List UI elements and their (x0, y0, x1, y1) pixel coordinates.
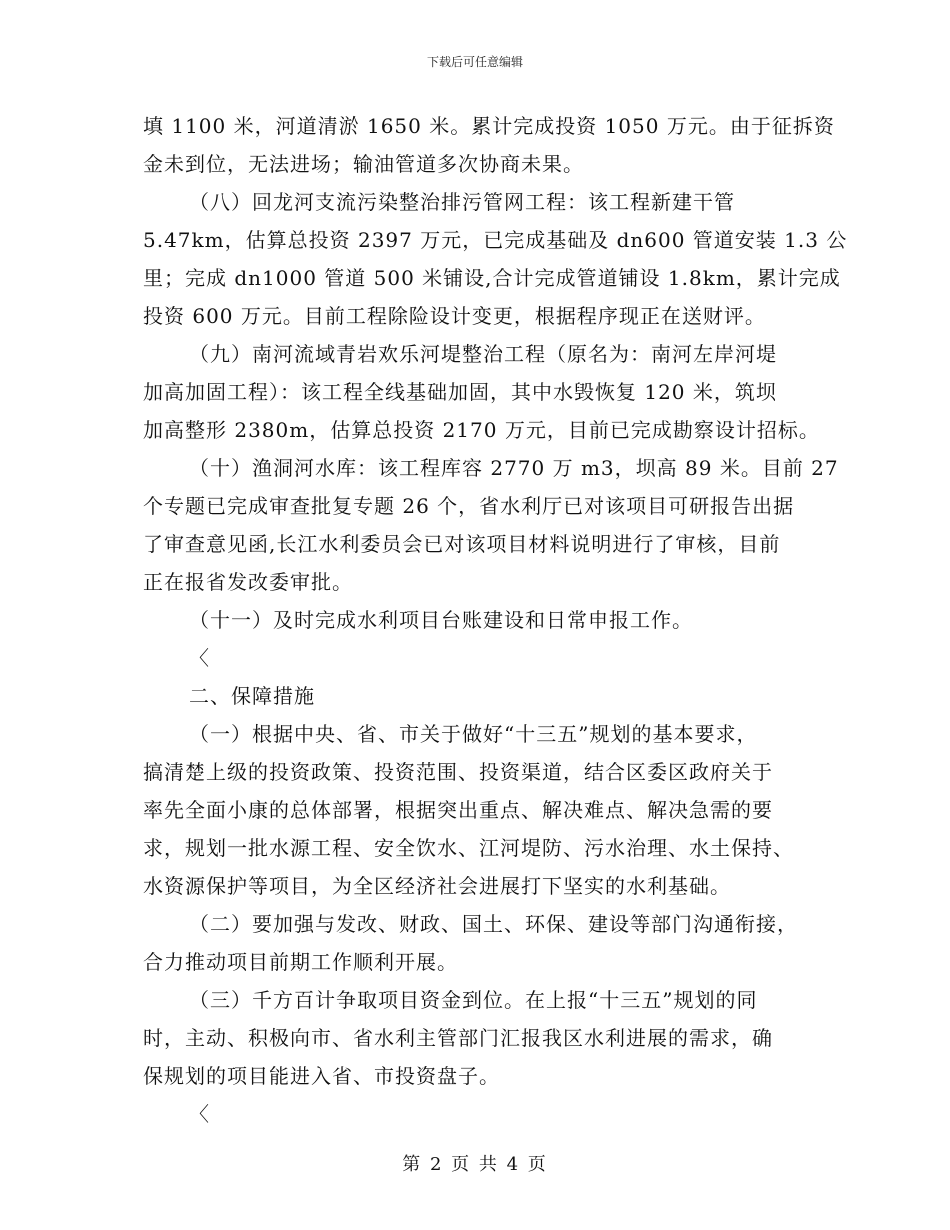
paragraph-9-start: （九）南河流域青岩欢乐河堤整治工程（原名为：南河左岸河堤 (189, 342, 777, 366)
text-line: 投资 600 万元。目前工程除险设计变更，根据程序现正在送财评。 (143, 304, 766, 328)
text-line: 个专题已完成审查批复专题 26 个，省水利厅已对该项目可研报告出据 (143, 494, 795, 518)
paragraph-8-start: （八）回龙河支流污染整治排污管网工程：该工程新建干管 (189, 190, 735, 214)
page-footer: 第 2 页 共 4 页 (402, 1154, 548, 1175)
text-line: 加高加固工程）：该工程全线基础加固，其中水毁恢复 120 米，筑坝 (143, 380, 777, 404)
text-line: 保规划的项目能进入省、市投资盘子。 (143, 1064, 500, 1088)
section-heading: 二、保障措施 (189, 684, 315, 708)
paragraph-11: （十一）及时完成水利项目台账建设和日常申报工作。 (189, 608, 693, 632)
measure-3-start: （三）千方百计争取项目资金到位。在上报“十三五”规划的同 (189, 988, 758, 1012)
text-line: 求，规划一批水源工程、安全饮水、江河堤防、污水治理、水土保持、 (143, 836, 794, 860)
measure-1-start: （一）根据中央、省、市关于做好“十三五”规划的基本要求， (189, 722, 758, 746)
page-header: 下载后可任意编辑 (426, 55, 523, 69)
text-line: 时，主动、积极向市、省水利主管部门汇报我区水利进展的需求，确 (143, 1026, 773, 1050)
text-line: 了审查意见函,长江水利委员会已对该项目材料说明进行了审核，目前 (143, 532, 781, 556)
angle-bracket-mark: 〈 (189, 646, 210, 670)
measure-2-start: （二）要加强与发改、财政、国土、环保、建设等部门沟通衔接， (189, 912, 798, 936)
text-line: 水资源保护等项目，为全区经济社会进展打下坚实的水利基础。 (143, 874, 731, 898)
paragraph-10-start: （十）渔洞河水库：该工程库容 2770 万 m3，坝高 89 米。目前 27 (189, 456, 839, 480)
document-body (143, 107, 848, 1133)
text-line: 5.47km，估算总投资 2397 万元，已完成基础及 dn600 管道安装 1.3 公 (143, 228, 848, 252)
text-line: 搞清楚上级的投资政策、投资范围、投资渠道，结合区委区政府关于 (143, 760, 773, 784)
angle-bracket-mark: 〈 (189, 1102, 210, 1126)
text-line: 填 1100 米，河道清淤 1650 米。累计完成投资 1050 万元。由于征拆资 (143, 114, 835, 138)
text-line: 合力推动项目前期工作顺利开展。 (143, 950, 458, 974)
text-line: 金未到位，无法进场；输油管道多次协商未果。 (143, 152, 584, 176)
text-line: 加高整形 2380m，估算总投资 2170 万元，目前已完成勘察设计招标。 (143, 418, 820, 442)
text-line: 率先全面小康的总体部署，根据突出重点、解决难点、解决急需的要 (143, 798, 773, 822)
text-line: 正在报省发改委审批。 (143, 570, 353, 594)
text-line: 里；完成 dn1000 管道 500 米铺设,合计完成管道铺设 1.8km，累计完成 (143, 266, 841, 290)
